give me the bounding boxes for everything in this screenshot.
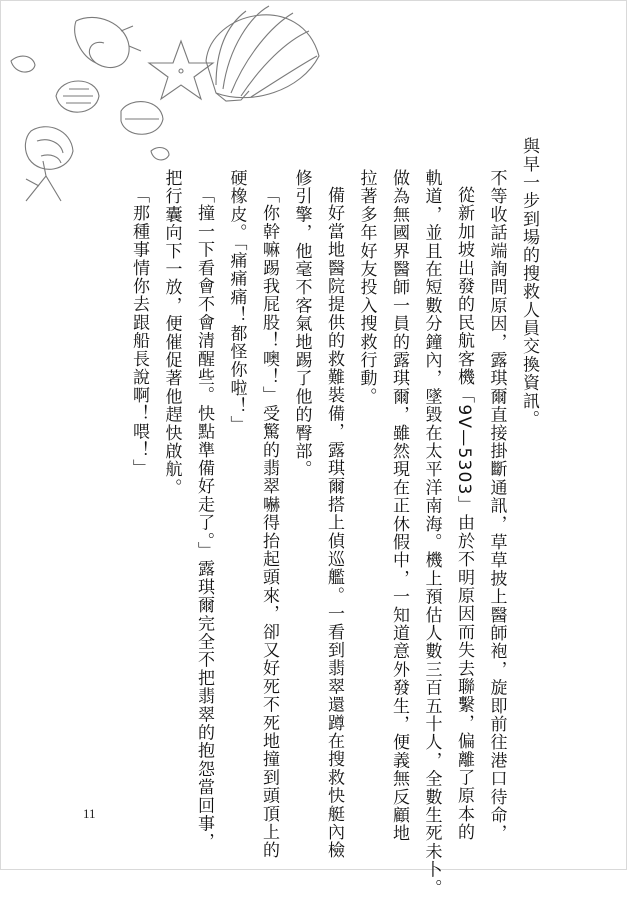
twig-coral-icon xyxy=(26,161,61,201)
text-column-6: 拉著多年好友投入搜救行動。 xyxy=(356,169,377,406)
text-column-9: 「你幹嘛踢我屁股！噢！」受驚的翡翠嚇得抬起頭來，卻又好死不死地撞到頭頂上的 xyxy=(259,186,279,860)
vertical-text-body xyxy=(127,137,539,897)
text-column-8: 修引擎，他毫不客氣地踢了他的臀部。 xyxy=(291,169,312,479)
starfish-icon xyxy=(149,41,213,99)
text-column-3: 從新加坡出發的民航客機「9V—5303」由於不明原因而失去聯繫，偏離了原本的 xyxy=(454,186,474,842)
text-column-12: 把行囊向下一放，便催促著他趕快啟航。 xyxy=(161,169,182,497)
text-column-13: 「那種事情你去跟船長說啊！喂！」 xyxy=(129,186,149,478)
conch-shell-icon xyxy=(25,127,73,170)
page-number: 11 xyxy=(83,806,96,821)
cowrie-shell-icon xyxy=(121,102,163,135)
text-column-2: 不等收話端詢問原因，露琪爾直接掛斷通訊，草草披上醫師袍，旋即前往港口待命， xyxy=(486,169,507,843)
text-column-5: 做為無國界醫師一員的露琪爾，雖然現在正休假中，一知道意外發生，便義無反顧地 xyxy=(389,169,409,843)
text-column-4: 軌道，並且在短數分鐘內，墜毀在太平洋南海。機上預估人數三百五十人，全數生死未卜。 xyxy=(421,169,442,897)
text-column-1: 與早一步到場的搜救人員交換資訊。 xyxy=(519,137,539,429)
small-shell-icon xyxy=(56,81,99,112)
text-column-10: 硬橡皮。「痛痛痛！都怪你啦！」 xyxy=(226,169,247,434)
scallop-shell-icon xyxy=(206,6,319,101)
pebble-icon xyxy=(11,56,169,160)
spiral-shell-icon xyxy=(75,17,141,67)
text-column-7: 備好當地醫院提供的救難裝備，露琪爾搭上偵巡艦。一看到翡翠還蹲在搜救快艇內檢 xyxy=(324,186,344,860)
text-column-11: 「撞一下看會不會清醒些。快點準備好走了。」露琪爾完全不把翡翠的抱怨當回事， xyxy=(194,186,214,851)
